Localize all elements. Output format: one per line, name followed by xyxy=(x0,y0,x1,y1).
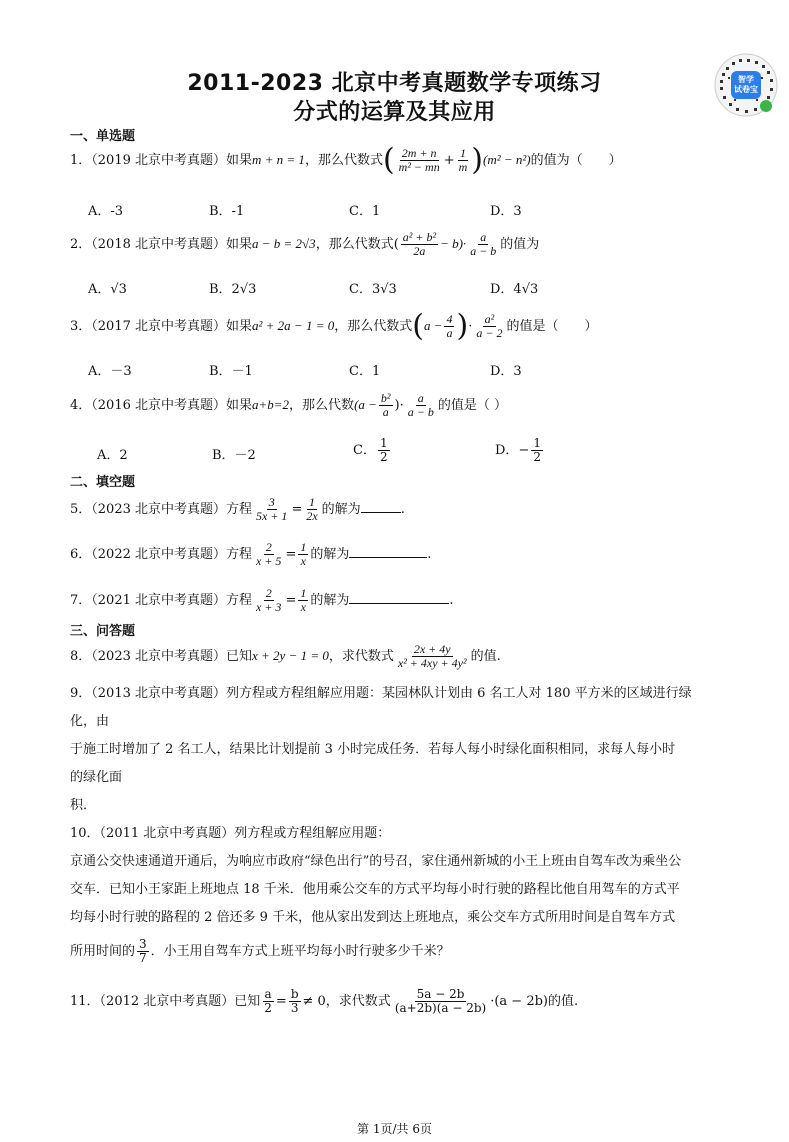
numerator: 3 xyxy=(139,937,147,951)
q7-end: . xyxy=(449,593,454,609)
numerator: 2 xyxy=(265,586,272,600)
fraction xyxy=(262,988,274,1015)
numerator: 2m + n xyxy=(401,146,437,160)
fraction xyxy=(531,437,543,464)
q4-mid: ，那么代数 xyxy=(289,398,355,414)
q2-minus: − b)· xyxy=(440,236,467,252)
answer-blank xyxy=(361,498,401,513)
option-b: B．－2 xyxy=(212,448,256,463)
q4-suffix: 的值是（ ） xyxy=(437,398,507,414)
question-5 xyxy=(70,496,405,523)
fraction xyxy=(254,496,289,523)
denominator: 7 xyxy=(139,951,147,966)
denominator: m xyxy=(458,160,468,175)
q1-suffix: 的值为（ ） xyxy=(530,153,622,169)
q4-open: (a − xyxy=(354,397,377,413)
answer-blank xyxy=(349,589,449,604)
option-d: D．4√3 xyxy=(490,282,539,297)
numerator: b xyxy=(290,987,299,1001)
q1-mid: ，那么代数式 xyxy=(304,153,383,169)
q3-prefix: 3．（2017 北京中考真题）如果 xyxy=(70,319,252,335)
denominator: a − b xyxy=(407,405,434,420)
logo-text-bottom: 试卷宝 xyxy=(734,85,758,94)
option-c: C．1 xyxy=(349,204,381,219)
fraction xyxy=(298,541,308,568)
q2-prefix: 2．（2018 北京中考真题）如果 xyxy=(70,237,252,253)
q7-suffix: 的解为 xyxy=(310,593,350,609)
question-1 xyxy=(70,142,622,178)
q7-prefix: 7．（2021 北京中考真题）方程 xyxy=(70,593,252,609)
q1-condition: m + n = 1 xyxy=(252,152,305,168)
option-a: A．2 xyxy=(97,448,128,463)
page-number: 第 1页/共 6页 xyxy=(357,1122,432,1136)
q5-suffix: 的解为 xyxy=(321,502,361,518)
fraction xyxy=(444,313,454,340)
q1-prefix: 1．（2019 北京中考真题）如果 xyxy=(70,153,252,169)
minus-sign: − xyxy=(518,443,530,459)
denominator: x² + 4xy + 4y² xyxy=(397,656,467,671)
option-c: C．3√3 xyxy=(349,282,397,297)
q4-condition: a+b=2 xyxy=(252,397,290,413)
q8-mid: ，求代数式 xyxy=(328,649,394,665)
qr-logo xyxy=(714,53,778,117)
q3-a-minus: a − xyxy=(423,318,443,334)
question-9-line: 于施工时增加了 2 名工人，结果比计划提前 3 小时完成任务．若每人每小时绿化面积相同，求每人每小时 xyxy=(70,742,676,757)
denominator: 2 xyxy=(264,1001,272,1016)
question-11 xyxy=(70,988,578,1015)
denominator: 2a xyxy=(413,244,426,259)
denominator: x xyxy=(300,554,306,569)
fraction xyxy=(396,643,469,670)
denominator: m² − mn xyxy=(398,160,440,175)
equals-sign: = xyxy=(291,502,303,518)
numerator: 2x + 4y xyxy=(413,642,451,656)
question-9-line: 的绿化面 xyxy=(70,770,123,785)
numerator: a xyxy=(417,391,424,405)
numerator: 1 xyxy=(300,586,307,600)
q1-tail-expr: (m² − n²) xyxy=(483,152,531,168)
option-b: B．2√3 xyxy=(209,282,257,297)
fraction xyxy=(304,496,319,523)
denominator: 2x xyxy=(306,509,318,524)
q5-end: . xyxy=(400,502,405,518)
fraction xyxy=(406,392,436,419)
question-10-line: 均每小时行驶的路程的 2 倍还多 9 千米，他从家出发到达上班地点，乘公交车方式所用时间是自驾车方式 xyxy=(70,910,676,925)
fraction xyxy=(379,392,393,419)
q6-prefix: 6．（2022 北京中考真题）方程 xyxy=(70,547,252,563)
q4-close: )· xyxy=(394,398,404,414)
paren-close: ) xyxy=(456,308,469,344)
fraction xyxy=(254,587,283,614)
numerator: 1 xyxy=(533,436,541,450)
q3-mid: ，那么代数式 xyxy=(334,319,413,335)
option-c xyxy=(353,437,392,464)
numerator: 1 xyxy=(300,540,307,554)
numerator: a² xyxy=(484,312,495,326)
q11-mid: ，求代数式 xyxy=(325,994,391,1010)
section-heading: 一、单选题 xyxy=(70,129,136,144)
option-d: D．3 xyxy=(490,364,522,379)
numerator: 4 xyxy=(446,312,453,326)
fraction xyxy=(378,437,390,464)
numerator: 2 xyxy=(265,540,272,554)
q4-prefix: 4．（2016 北京中考真题）如果 xyxy=(70,398,252,414)
q6-end: . xyxy=(427,547,432,563)
q8-prefix: 8．（2023 北京中考真题）已知 xyxy=(70,649,252,665)
q6-suffix: 的解为 xyxy=(310,547,350,563)
q11-suffix: 的值. xyxy=(548,994,579,1010)
denominator: x xyxy=(300,600,306,615)
question-9-line: 积． xyxy=(70,798,97,813)
denominator: x + 3 xyxy=(256,600,282,615)
q3-condition: a² + 2a − 1 = 0 xyxy=(252,318,335,334)
fraction xyxy=(457,147,470,174)
paren-close: ) xyxy=(471,142,483,178)
paren-open: ( xyxy=(393,237,399,253)
equals-sign: = xyxy=(275,994,287,1010)
fraction xyxy=(474,313,504,340)
paren-open: ( xyxy=(412,308,424,344)
denominator: a − b xyxy=(470,244,497,259)
question-4 xyxy=(70,392,507,419)
section-heading: 二、填空题 xyxy=(70,475,136,490)
option-d: D．3 xyxy=(490,204,522,219)
fraction xyxy=(468,231,498,258)
option-b: B．-1 xyxy=(209,204,245,219)
denominator: a xyxy=(446,326,453,341)
fraction xyxy=(397,147,442,174)
q11-tail: ·(a − 2b) xyxy=(490,994,548,1010)
fraction xyxy=(401,231,438,258)
plus-sign: + xyxy=(443,153,455,169)
numerator: 5a − 2b xyxy=(416,987,465,1001)
fraction xyxy=(254,541,283,568)
numerator: a xyxy=(264,987,272,1001)
question-6 xyxy=(70,541,432,568)
option-a: A．－3 xyxy=(88,364,132,379)
denominator: 5x + 1 xyxy=(256,509,288,524)
q2-suffix: 的值为 xyxy=(500,237,540,253)
logo-text-top: 智学 xyxy=(738,75,754,84)
paren-open: ( xyxy=(382,142,395,178)
denominator: (a+2b)(a − 2b) xyxy=(394,1001,487,1016)
fraction xyxy=(298,587,308,614)
denominator: 2 xyxy=(533,450,541,465)
not-equal: ≠ 0 xyxy=(302,994,326,1010)
option-c: C．1 xyxy=(349,364,381,379)
denominator: x + 5 xyxy=(256,554,282,569)
option-a: A．√3 xyxy=(88,282,127,297)
denominator: 2 xyxy=(379,450,388,465)
option-a: A．-3 xyxy=(88,204,124,219)
question-9-line: 9．（2013 北京中考真题）列方程或方程组解应用题：某园林队计划由 6 名工人对 180 平方米的区域进行绿 xyxy=(70,686,692,701)
q3-suffix: 的值是（ ） xyxy=(506,319,598,335)
question-2 xyxy=(70,231,539,258)
q5-prefix: 5．（2023 北京中考真题）方程 xyxy=(70,502,252,518)
question-7 xyxy=(70,587,454,614)
question-10-line: 10．（2011 北京中考真题）列方程或方程组解应用题： xyxy=(70,826,391,841)
fraction xyxy=(289,988,301,1015)
section-heading: 三、问答题 xyxy=(70,624,136,639)
q2-mid: ，那么代数式 xyxy=(315,237,394,253)
fraction xyxy=(393,988,488,1015)
q10-text: ．小王用自驾车方式上班平均每小时行驶多少千米？ xyxy=(150,944,450,960)
q10-text: 所用时间的 xyxy=(70,944,136,960)
question-8 xyxy=(70,643,501,670)
numerator: 1 xyxy=(459,146,466,160)
equals-sign: = xyxy=(285,547,297,563)
question-3: 3．（2017 北京中考真题）如果a² + 2a − 1 = 0，那么代数式(a − $\frac{4}{a}$ )· $\frac{\text{a²}}{a - 2}$ 的值是（ ） xyxy=(70,308,598,344)
answer-blank xyxy=(349,543,427,558)
question-10-line: 京通公交快速通道开通后，为响应市政府“绿色出行”的号召，家住通州新城的小王上班由自驾车改为乘坐公 xyxy=(70,854,682,869)
q11-prefix: 11．（2012 北京中考真题）已知 xyxy=(70,994,261,1010)
option-d-label: D． xyxy=(495,443,519,459)
equals-sign: = xyxy=(285,593,297,609)
option-d xyxy=(495,437,545,464)
page-title: 2011-2023 北京中考真题数学专项练习 xyxy=(187,71,602,96)
denominator: a − 2 xyxy=(476,326,503,341)
denominator: a xyxy=(382,405,389,420)
fraction xyxy=(137,938,149,965)
q8-condition: x + 2y − 1 = 0 xyxy=(252,648,329,664)
page-subtitle: 分式的运算及其应用 xyxy=(293,100,496,125)
numerator: 1 xyxy=(379,436,388,450)
q2-condition: a − b = 2√3 xyxy=(252,236,316,252)
question-10-line: 交车．已知小王家距上班地点 18 千米．他用乘公交车的方式平均每小时行驶的路程比他自用驾车的方式平 xyxy=(70,882,680,897)
numerator: 1 xyxy=(309,495,315,509)
numerator: 3 xyxy=(268,495,275,509)
q8-suffix: 的值. xyxy=(470,649,501,665)
denominator: 3 xyxy=(290,1001,299,1016)
numerator: b² xyxy=(380,391,391,405)
option-b: B．－1 xyxy=(209,364,253,379)
numerator: a xyxy=(480,230,487,244)
option-c-label: C． xyxy=(353,443,376,459)
question-9-line: 化，由 xyxy=(70,714,110,729)
numerator: a² + b² xyxy=(402,230,437,244)
question-10-line xyxy=(70,938,450,965)
